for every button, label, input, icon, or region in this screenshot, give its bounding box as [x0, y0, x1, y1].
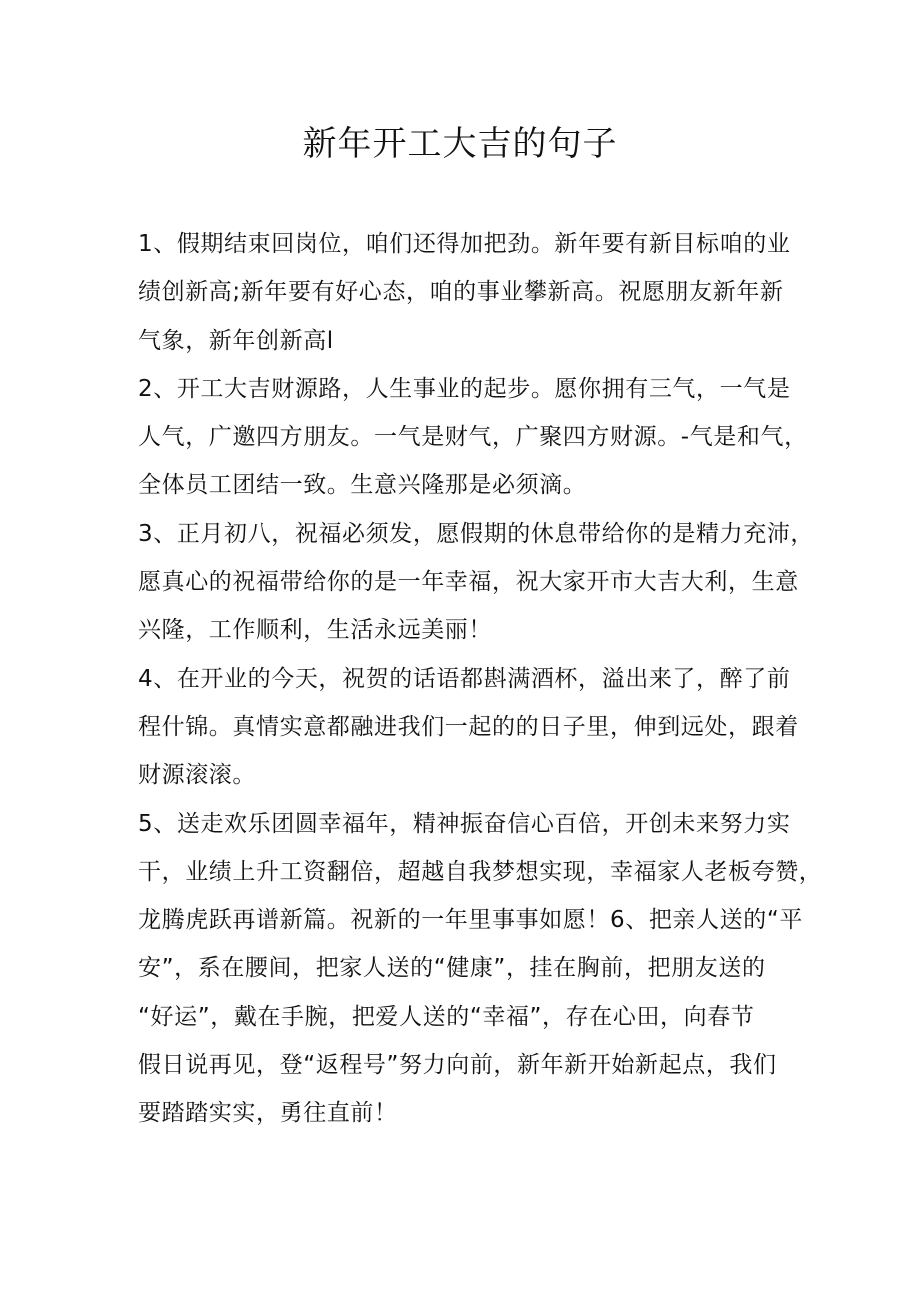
text-line: 干，业绩上升工资翻倍，超越自我梦想实现，幸福家人老板夸赞，	[138, 858, 823, 885]
text-line: 5、送走欢乐团圆幸福年，精神振奋信心百倍，开创未来努力实	[138, 810, 791, 837]
text-line: 人气，广邀四方朋友。一气是财气，广聚四方财源。-气是和气，	[138, 424, 808, 451]
text-line: 兴隆，工作顺利，生活永远美丽！	[138, 617, 492, 644]
text-line: 愿真心的祝福带给你的是一年幸福，祝大家开市大吉大利，生意	[138, 569, 799, 596]
text-line: 4、在开业的今天，祝贺的话语都斟满酒杯，溢出来了，醉了前	[138, 665, 791, 692]
document-body	[138, 220, 823, 1138]
text-line: 财源滚滚。	[138, 762, 256, 789]
text-line: 安”，系在腰间，把家人送的“健康”，挂在胸前，把朋友送的	[138, 955, 766, 982]
text-line: 龙腾虎跃再谱新篇。祝新的一年里事事如愿！6、把亲人送的“平	[138, 907, 803, 934]
text-line: 要踏踏实实，勇往直前！	[138, 1100, 398, 1127]
text-line: 程什锦。真情实意都融进我们一起的的日子里，伸到远处，跟着	[138, 713, 799, 740]
text-line: 假日说再见，登“返程号”努力向前，新年新开始新起点，我们	[138, 1052, 777, 1079]
text-line: 气象，新年创新高l	[138, 327, 334, 354]
text-line: “好运”，戴在手腕，把爱人送的“幸福”，存在心田，向春节	[138, 1003, 755, 1030]
text-line: 2、开工大吉财源路，人生事业的起步。愿你拥有三气，一气是	[138, 375, 791, 402]
text-line: 3、正月初八，祝福必须发，愿假期的休息带给你的是精力充沛，	[138, 520, 815, 547]
text-line: 1、假期结束回岗位，咱们还得加把劲。新年要有新目标咱的业	[138, 231, 791, 257]
text-line: 全体员工团结一致。生意兴隆那是必须滴。	[138, 472, 587, 499]
page-title: 新年开工大吉的句子	[302, 124, 618, 164]
text-line: 绩创新高;新年要有好心态，咱的事业攀新高。祝愿朋友新年新	[138, 279, 784, 306]
